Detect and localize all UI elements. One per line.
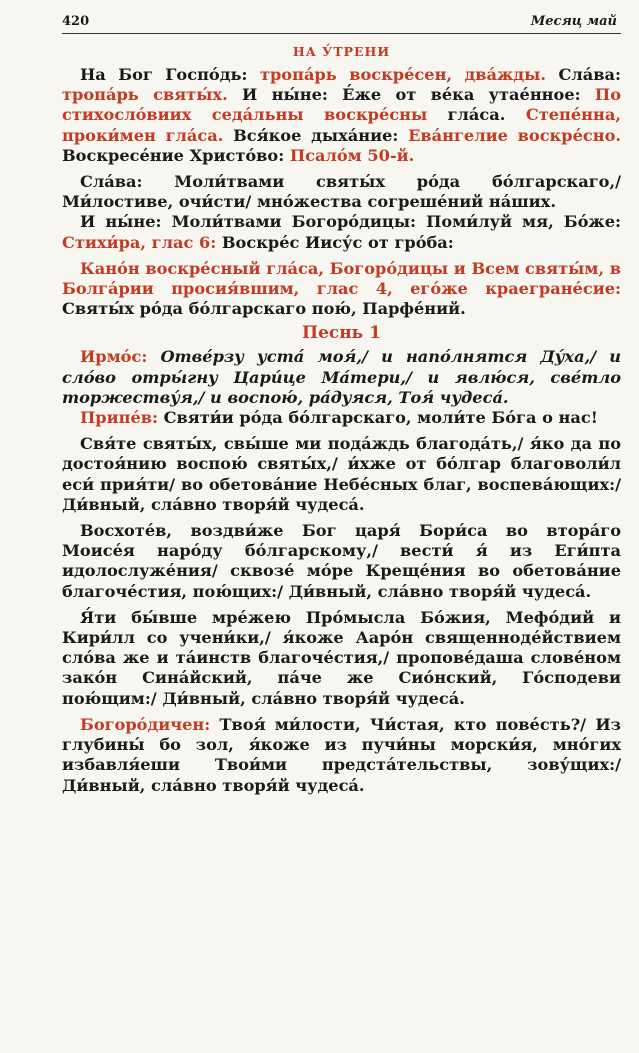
running-head: Месяц май <box>530 14 617 29</box>
page-number: 420 <box>62 14 90 29</box>
troparion: Восхоте́в, воздви́же Бог царя́ Бори́са во втора́го Моисе́я наро́ду бо́лгарскому,/ вести́ я́ из Еги́пта идолослуже́ния/ сквозе́ мо́ре Креще́ния во обетова́ние благоче́стия, пою́щих:/ Ди́вный, сла́вно творя́й чудеса́. <box>62 521 621 601</box>
matins-paragraph-2: Сла́ва: Моли́твами святы́х ро́да бо́лгарскаго,/ Ми́лостиве, очи́сти/ мно́жества согреше́ний на́ших. <box>62 172 621 212</box>
troparion: Я́ти бы́вше мре́жею Про́мысла Бо́жия, Мефо́дий и Кири́лл со учени́ки,/ я́коже Ааро́н священноде́йствием сло́ва же и та́инств благоче́стия,/ пропове́даша слове́ном зако́н Сина́йский, па́че же Сио́нский, Го́сподеви пою́щим:/ Ди́вный, сла́вно творя́й чудеса́. <box>62 607 621 708</box>
canon-heading: Кано́н воскре́сный гла́са, Богоро́дицы и Всем святы́м, в Болга́рии просия́вшим, глас 4, его́же краегране́сие: Святы́х ро́да бо́лгарскаго пою́, Парфе́ний. <box>62 258 621 319</box>
theotokion: Богоро́дичен: Твоя́ ми́лости, Чи́стая, кто пове́сть?/ Из глубины́ бо зол, я́коже из пучи́ны морски́я, мно́гих избавля́еши Твои́ми предста́тельствы, зову́щих:/ Ди́вный, сла́вно творя́й чудеса́. <box>62 714 621 795</box>
matins-paragraph-3: И ны́не: Моли́твами Богоро́дицы: Поми́луй мя, Бо́же: Стихи́ра, глас 6: Воскре́с Иису́с от гро́ба: <box>62 212 622 252</box>
song-title: Песнь 1 <box>302 323 381 344</box>
section-title: НА У́ТРЕНИ <box>292 44 391 59</box>
troparion: Свя́те святы́х, свы́ше ми пода́ждь благода́ть,/ я́ко да по достоя́нию воспою́ святы́х,/ и́хже от бо́лгар благоволи́л еси́ прия́ти/ во обетова́ние Небе́сных благ, воспева́ющих:/ Ди́вный, сла́вно творя́й чудеса́. <box>62 434 621 514</box>
irmos: Ирмо́с: Отве́рзу уста́ моя́,/ и напо́лнятся Ду́ха,/ и сло́во отры́гну Цари́це Ма́тери,/ и явлю́ся, све́тло торжеству́я,/ и воспою́, ра́дуяся, Тоя́ чудеса́. <box>62 347 621 407</box>
refrain: Припе́в: Святи́и ро́да бо́лгарскаго, моли́те Бо́га о нас! <box>80 408 598 428</box>
page-header <box>62 14 621 34</box>
matins-paragraph-1: На Бог Госпо́дь: тропа́рь воскре́сен, два́жды. Сла́ва: тропа́рь святы́х. И ны́не: Е́же от ве́ка утае́нное: По стихосло́виих седа́льны воскре́сны гла́са. Степе́нна, проки́мен гла́са. Вся́кое дыха́ние: Ева́нгелие воскре́сно. Воскресе́ние Христо́во: Псало́м 50-й. <box>62 65 622 165</box>
